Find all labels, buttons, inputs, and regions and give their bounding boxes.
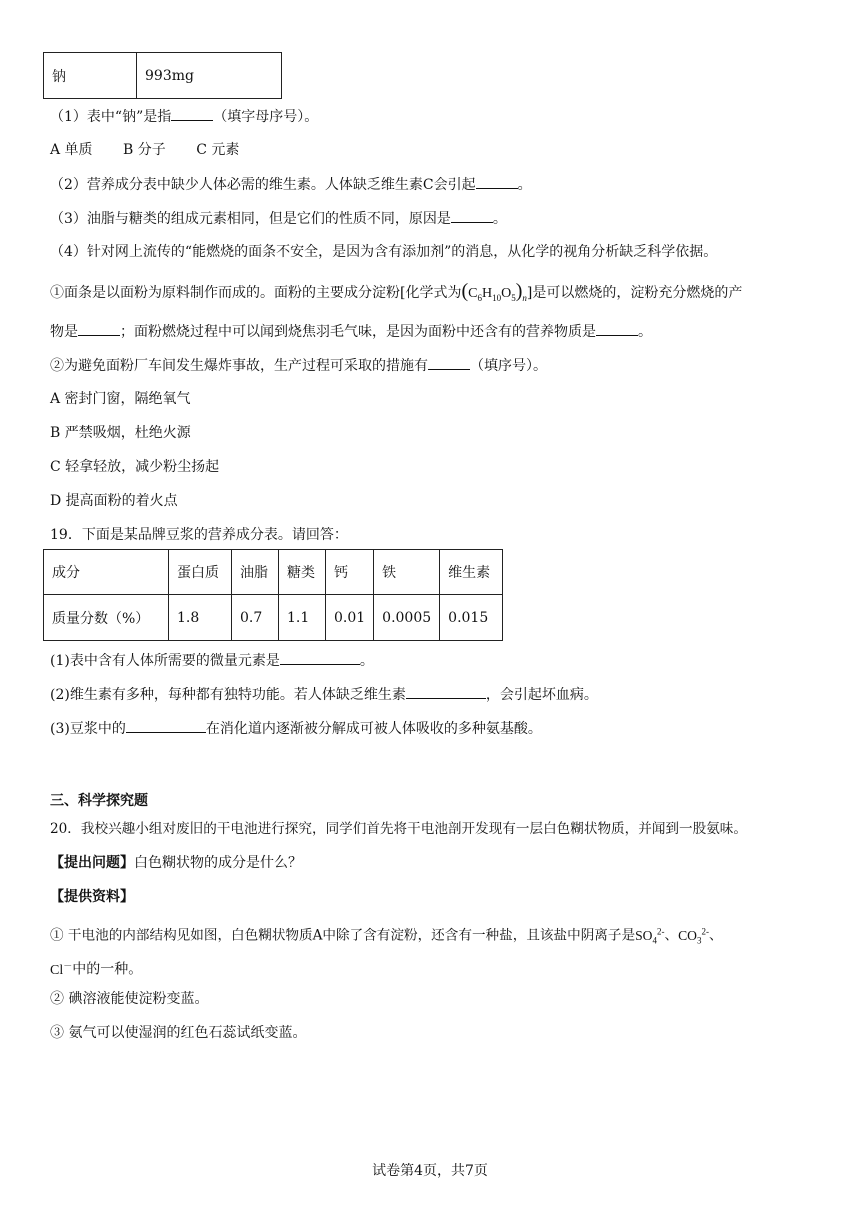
question-1: [50, 106, 318, 127]
table-cell: 钠: [44, 53, 137, 99]
answer-blank: [126, 718, 206, 733]
table-cell: 1.1: [279, 595, 326, 641]
option-d: D 提高面粉的着火点: [50, 493, 178, 509]
formula-element: Cl: [50, 962, 64, 978]
formula-subscript: 4: [652, 935, 657, 946]
question-text: 在消化道内逐渐被分解成可被人体吸收的多种氨基酸。: [205, 721, 542, 737]
question-19-title: 19．下面是某品牌豆浆的营养成分表。请回答：: [50, 527, 348, 543]
question-text: （填序号）。: [470, 358, 547, 374]
question-text: 。: [517, 177, 532, 193]
question-4-1-line2: [50, 321, 652, 342]
formula-subscript: n: [522, 292, 527, 303]
question-text: 。: [492, 211, 507, 227]
option-b: B 严禁吸烟，杜绝火源: [50, 425, 191, 441]
table-cell: 0.0005: [374, 595, 440, 641]
question-20: 20．我校兴趣小组对废旧的干电池进行探究，同学们首先将干电池剖开发现有一层白色糊状物质，并闻到一股氨味。: [50, 821, 747, 837]
soymilk-nutrition-table: [43, 549, 503, 641]
formula-superscript: 2-: [656, 926, 665, 936]
table-header: 蛋白质: [169, 550, 232, 595]
question-text: (1)表中含有人体所需要的微量元素是: [50, 653, 280, 669]
option-c: C 轻拿轻放，减少粉尘扬起: [50, 459, 220, 475]
question-text: (3)豆浆中的: [50, 721, 126, 737]
sodium-table: [43, 52, 282, 99]
formula-subscript: 5: [511, 292, 516, 303]
table-cell: 0.7: [232, 595, 279, 641]
formula-element: H: [481, 286, 493, 301]
formula-subscript: 6: [477, 292, 482, 303]
question-19-3: [50, 718, 542, 739]
table-cell: 0.015: [440, 595, 503, 641]
question-text: ②为避免面粉厂车间发生爆炸事故，生产过程可采取的措施有: [50, 358, 428, 374]
table-row: [44, 595, 503, 641]
table-header: 钙: [326, 550, 374, 595]
table-header: 铁: [374, 550, 440, 595]
answer-blank: [476, 174, 518, 189]
info-text: 中的一种。: [72, 961, 143, 978]
answer-blank: [406, 684, 486, 699]
option-c: C 元素: [196, 142, 240, 158]
question-text: 。: [359, 653, 374, 669]
starch-formula: $(C_6H_{10}O_5)_n$: [461, 280, 527, 303]
question-text: （3）油脂与糖类的组成元素相同，但是它们的性质不同，原因是: [50, 211, 451, 227]
option-a: A 密封门窗，隔绝氧气: [50, 391, 191, 407]
question-text: ①面条是以面粉为原料制作而成的。面粉的主要成分淀粉[化学式为: [50, 285, 462, 301]
answer-blank: [428, 355, 470, 370]
formula-element: C: [468, 286, 478, 301]
question-19-2: [50, 684, 598, 705]
question-text: 。: [638, 324, 652, 340]
question-text: （填字母序号）。: [213, 109, 319, 125]
formula-element: SO: [635, 927, 653, 943]
question-1-options: [50, 140, 239, 160]
question-text: ]是可以燃烧的，淀粉充分燃烧的产: [526, 285, 743, 301]
table-header: 糖类: [279, 550, 326, 595]
question-text: 物是: [50, 324, 78, 340]
info-item-1-line2: [50, 955, 142, 981]
question-text: (2)维生素有多种，每种都有独特功能。若人体缺乏维生素: [50, 687, 406, 703]
info-item-2: ② 碘溶液能使淀粉变蓝。: [50, 991, 209, 1007]
formula-superscript: 2-: [701, 926, 709, 936]
question-4: [50, 242, 717, 262]
question-text: ，会引起坏血病。: [485, 687, 598, 703]
question-4-1: [50, 281, 742, 308]
carbonate-ion: [678, 926, 709, 946]
info-item-3: ③ 氨气可以使湿润的红色石蕊试纸变蓝。: [50, 1025, 307, 1041]
question-19-1: [50, 650, 374, 671]
option-a: A 单质: [50, 142, 93, 158]
section-label: 【提出问题】: [50, 855, 134, 871]
sulfate-ion: [635, 926, 665, 946]
formula-subscript: 3: [696, 935, 702, 946]
question-text: （4）针对网上流传的“能燃烧的面条不安全，是因为含有添加剂”的消息，从化学的视角分析缺乏科学依据。: [50, 244, 718, 260]
table-cell: 1.8: [169, 595, 232, 641]
formula-element: CO: [678, 927, 697, 943]
separator: 、: [664, 927, 679, 944]
question-text: 白色糊状物的成分是什么？: [134, 855, 302, 871]
info-text: ① 干电池的内部结构见如图，白色糊状物质A中除了含有淀粉，还含有一种盐，且该盐中阴离子是: [50, 927, 636, 944]
table-header: 油脂: [232, 550, 279, 595]
formula-element: O: [501, 286, 512, 301]
section-heading: 三、科学探究题: [50, 793, 148, 809]
answer-blank: [78, 321, 120, 336]
answer-blank: [171, 106, 213, 121]
separator: 、: [708, 927, 723, 944]
question-4-2: [50, 355, 547, 376]
table-header-row: [44, 550, 503, 595]
question-20-problem: [50, 853, 302, 873]
page-footer: 试卷第4页，共7页: [372, 1163, 488, 1179]
answer-blank: [280, 650, 360, 665]
table-header: 成分: [44, 550, 169, 595]
formula-subscript: 10: [492, 292, 502, 303]
table-cell: 0.01: [326, 595, 374, 641]
table-header: 维生素: [440, 550, 503, 595]
info-item-1: [50, 921, 723, 950]
question-2: [50, 174, 532, 195]
section-label: 【提供资料】: [50, 889, 134, 905]
question-text: （1）表中“钠”是指: [50, 109, 172, 125]
question-3: [50, 208, 507, 229]
chloride-ion: [50, 960, 73, 978]
table-cell: 质量分数（%）: [44, 595, 169, 641]
question-text: ；面粉燃烧过程中可以闻到烧焦羽毛气味，是因为面粉中还含有的营养物质是: [120, 324, 596, 340]
formula-superscript: －: [63, 960, 73, 970]
table-cell: 993mg: [137, 53, 282, 99]
option-b: B 分子: [123, 142, 166, 158]
answer-blank: [451, 208, 493, 223]
question-text: （2）营养成分表中缺少人体必需的维生素。人体缺乏维生素C会引起: [50, 177, 476, 193]
answer-blank: [596, 321, 638, 336]
